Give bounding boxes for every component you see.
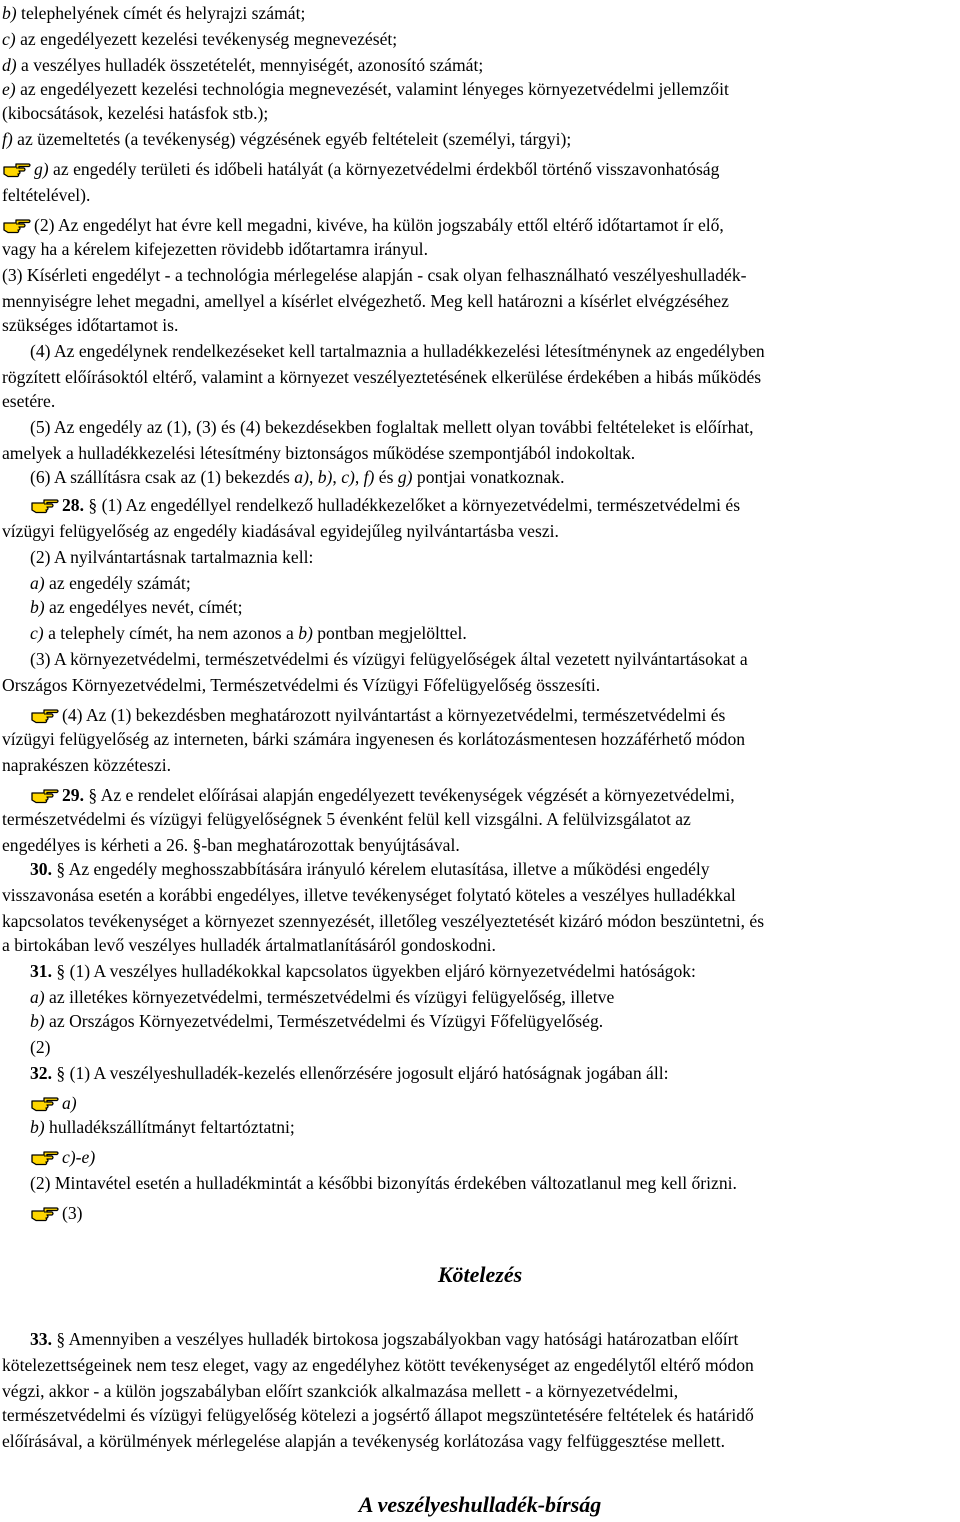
text-line: 31. § (1) A veszélyes hulladékokkal kapcsolatos ügyekben eljáró környezetvédelmi hatóságok: [30,961,696,981]
text-line: (6) A szállításra csak az (1) bekezdés a), b), c), f) és g) pontjai vonatkoznak. [30,467,565,487]
text-line: visszavonása esetén a korábbi engedélyes, illetve tevékenységet folytató köteles a veszélyes hulladékkal [2,885,736,905]
text-line: rögzített előírásoktól eltérő, valamint a környezet veszélyeztetésének elkerülése érdekében a hibás működés [2,367,762,387]
text-line: amelyek a hulladékkezelési létesítmény biztonságos működése szempontjából indokoltak. [2,443,636,463]
text-line: (2) [30,1037,51,1057]
text-line: előírásával, a körülmények mérlegelése alapján a tevékenység korlátozása vagy felfüggesztése mellett. [2,1431,725,1451]
pointing-hand-icon[interactable] [30,1202,60,1222]
text-line: vagy ha a kérelem kifejezetten rövidebb időtartamra irányul. [2,239,428,259]
text-line: d) a veszélyes hulladék összetételét, mennyiségét, azonosító számát; [2,55,484,75]
text-line: 32. § (1) A veszélyeshulladék-kezelés ellenőrzésére jogosult eljáró hatóságnak jogában áll: [30,1063,669,1083]
text-line: 29. § Az e rendelet előírásai alapján engedélyezett tevékenységek végzését a környezetvédelmi, [30,784,735,806]
pointing-hand-icon[interactable] [30,494,60,514]
text-line: (kibocsátások, kezelési hatásfok stb.); [2,103,269,123]
text-line: (3) [30,1202,83,1224]
text-line: b) az Országos Környezetvédelmi, Természetvédelmi és Vízügyi Főfelügyelőség. [30,1011,604,1031]
text-line: f) az üzemeltetés (a tevékenység) végzésének egyéb feltételeit (személyi, tárgyi); [2,129,572,149]
text-line: naprakészen közzéteszi. [2,755,171,775]
text-line: vízügyi felügyelőség az interneten, bárki számára ingyenesen és korlátozásmentesen hozzáférhető módon [2,729,746,749]
section-heading: Kötelezés [437,1262,523,1287]
text-line: b) telephelyének címét és helyrajzi számát; [2,3,306,23]
text-line: g) az engedély területi és időbeli hatályát (a környezetvédelmi érdekből történő visszavonhatóság [2,158,719,180]
pointing-hand-icon[interactable] [2,158,32,178]
text-line: mennyiségre lehet megadni, amellyel a kísérlet elvégezhető. Meg kell határozni a kísérlet elvégzéséhez [2,291,729,311]
text-line: (2) Mintavétel esetén a hulladékmintát a későbbi bizonyítás érdekében változatlanul meg kell őrizni. [30,1173,737,1193]
text-line: természetvédelmi és vízügyi felügyelőség kötelezi a jogsértő állapot megszüntetésére feltételek és határidő [2,1405,754,1425]
text-line: kötelezettségeinek nem tesz eleget, vagy az engedélyhez kötött tevékenységet az engedélytől eltérő módon [2,1355,754,1375]
text-line: (5) Az engedély az (1), (3) és (4) bekezdésekben foglaltak mellett olyan további feltételeket is előírhat, [30,417,754,437]
text-line: (4) Az (1) bekezdésben meghatározott nyilvántartást a környezetvédelmi, természetvédelmi és [30,704,725,726]
text-line: c)-e) [30,1146,95,1168]
text-line: 28. § (1) Az engedéllyel rendelkező hulladékkezelőket a környezetvédelmi, természetvédelmi és [30,494,740,516]
text-line: e) az engedélyezett kezelési technológia megnevezését, valamint lényeges környezetvédelmi jellemzőit [2,79,729,99]
pointing-hand-icon[interactable] [2,214,32,234]
text-line: kapcsolatos tevékenységet a környezet szennyezését, illetőleg veszélyeztetését kizáró módon beszüntetni, és [2,911,765,931]
text-line: szükséges időtartamot is. [2,315,179,335]
text-line: a) [30,1092,77,1114]
text-line: a birtokában levő veszélyes hulladék ártalmatlanításáról gondoskodni. [2,935,496,955]
text-line: c) az engedélyezett kezelési tevékenység megnevezését; [2,29,398,49]
text-line: 30. § Az engedély meghosszabbítására irányuló kérelem elutasítása, illetve a működési engedély [30,859,710,879]
text-line: 33. § Amennyiben a veszélyes hulladék birtokosa jogszabályokban vagy hatósági határozatban előírt [30,1329,739,1349]
text-line: c) a telephely címét, ha nem azonos a b) pontban megjelölttel. [30,623,467,643]
text-line: (3) Kísérleti engedélyt - a technológia mérlegelése alapján - csak olyan felhasználható veszélyeshulladék- [2,265,747,285]
text-line: a) az engedély számát; [30,573,191,593]
text-line: (2) Az engedélyt hat évre kell megadni, kivéve, ha külön jogszabály ettől eltérő időtartamot ír elő, [2,214,724,236]
text-line: (2) A nyilvántartásnak tartalmaznia kell: [30,547,314,567]
text-line: engedélyes is kérheti a 26. §-ban meghatározottak benyújtásával. [2,835,460,855]
text-line: b) az engedélyes nevét, címét; [30,597,243,617]
pointing-hand-icon[interactable] [30,704,60,724]
section-heading: A veszélyeshulladék-bírság [358,1492,602,1517]
text-line: természetvédelmi és vízügyi felügyelőségnek 5 évenként felül kell vizsgálni. A felülvizsgálatot az [2,809,691,829]
pointing-hand-icon[interactable] [30,1146,60,1166]
text-line: feltételével). [2,185,91,205]
text-line: b) hulladékszállítmányt feltartóztatni; [30,1117,295,1137]
text-line: (4) Az engedélynek rendelkezéseket kell tartalmaznia a hulladékkezelési létesítménynek az engedélyben [30,341,765,361]
text-line: a) az illetékes környezetvédelmi, természetvédelmi és vízügyi felügyelőség, illetve [30,987,615,1007]
text-line: esetére. [2,391,56,411]
pointing-hand-icon[interactable] [30,1092,60,1112]
text-line: vízügyi felügyelőség az engedély kiadásával egyidejűleg nyilvántartásba veszi. [2,521,559,541]
pointing-hand-icon[interactable] [30,784,60,804]
text-line: (3) A környezetvédelmi, természetvédelmi és vízügyi felügyelőségek által vezetett nyilvántartásokat a [30,649,748,669]
text-line: végzi, akkor - a külön jogszabályban előírt szankciók alkalmazása mellett - a környezetvédelmi, [2,1381,679,1401]
text-line: Országos Környezetvédelmi, Természetvédelmi és Vízügyi Főfelügyelőség összesíti. [2,675,601,695]
